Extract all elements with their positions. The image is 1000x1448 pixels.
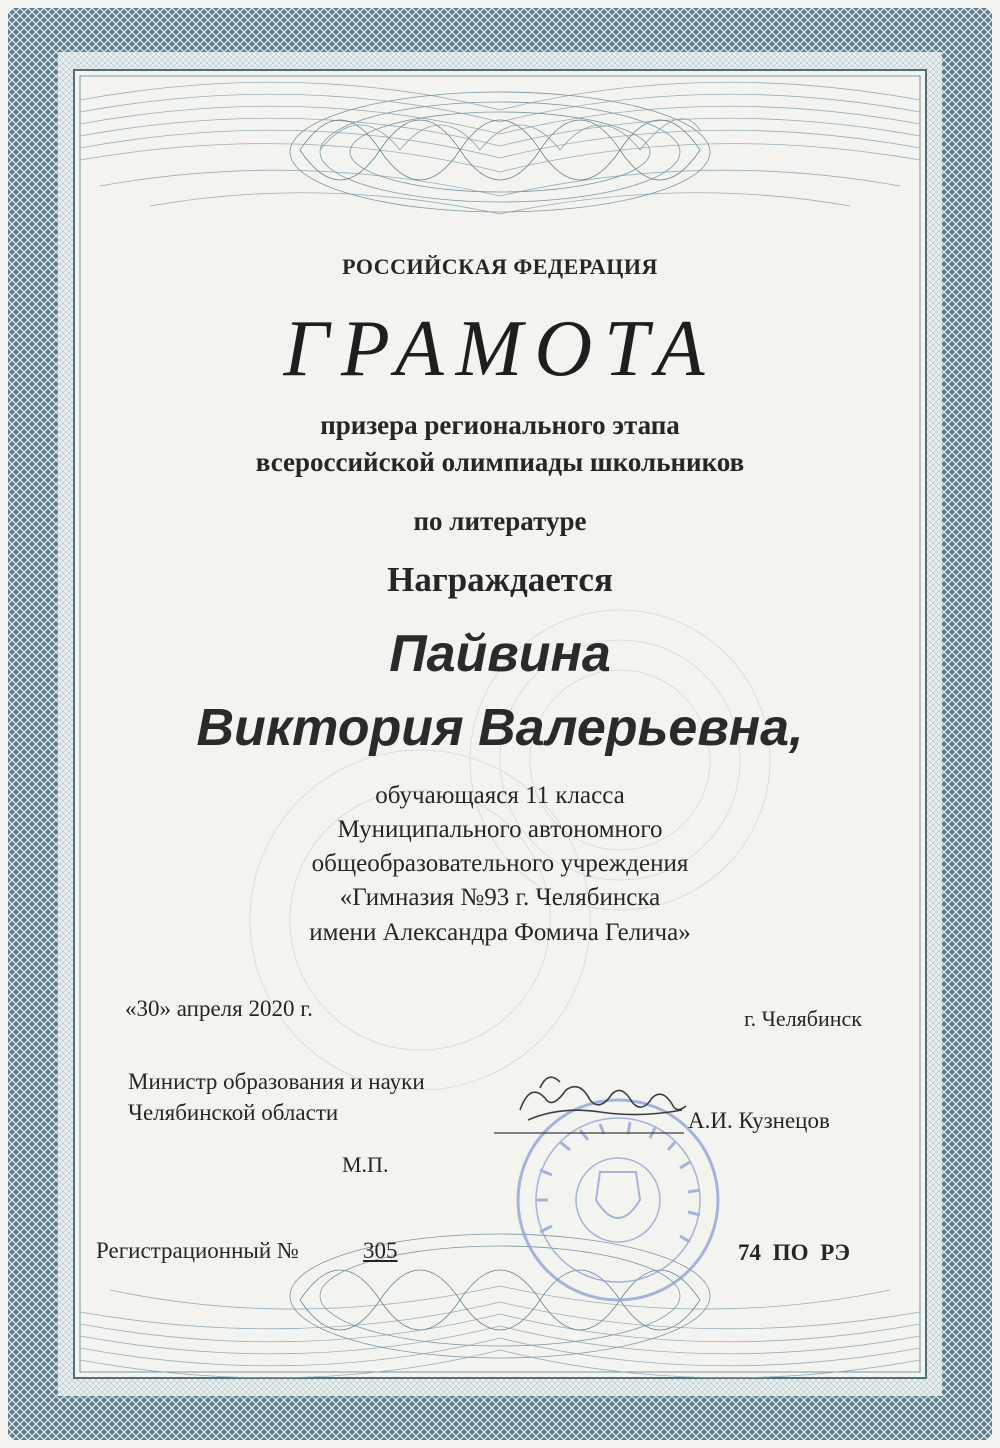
- recipient-given-names: Виктория Валерьевна,: [196, 699, 804, 757]
- issue-date: «30» апреля 2020 г.: [125, 996, 313, 1021]
- recipient-description-line: Муниципального автономного: [337, 816, 663, 843]
- signer-name: А.И. Кузнецов: [688, 1108, 830, 1133]
- registration-code: 74 ПО РЭ: [738, 1240, 850, 1265]
- subtitle-line-2: всероссийской олимпиады школьников: [255, 447, 745, 477]
- awarded-heading: Награждается: [387, 560, 613, 599]
- registration-label: Регистрационный №: [96, 1238, 299, 1263]
- registration-number: 305: [363, 1238, 398, 1263]
- recipient-description-line: обучающаяся 11 класса: [375, 782, 625, 809]
- subtitle-line-1: призера регионального этапа: [320, 410, 680, 440]
- recipient-surname: Пайвина: [389, 625, 611, 683]
- minister-title-line-2: Челябинской области: [128, 1100, 339, 1125]
- signature-icon: [520, 1077, 686, 1120]
- issue-city: г. Челябинск: [744, 1006, 862, 1031]
- recipient-description-line: имени Александра Фомича Гелича»: [309, 919, 691, 946]
- recipient-description-line: общеобразовательного учреждения: [311, 850, 689, 877]
- country-heading: РОССИЙСКАЯ ФЕДЕРАЦИЯ: [342, 254, 658, 279]
- minister-title-line-1: Министр образования и науки: [128, 1069, 425, 1094]
- recipient-description-line: «Гимназия №93 г. Челябинска: [339, 884, 661, 911]
- subject-line: по литературе: [413, 506, 587, 536]
- top-guilloche: [80, 82, 920, 214]
- stamp-label: М.П.: [342, 1152, 389, 1177]
- certificate-title: ГРАМОТА: [283, 305, 717, 393]
